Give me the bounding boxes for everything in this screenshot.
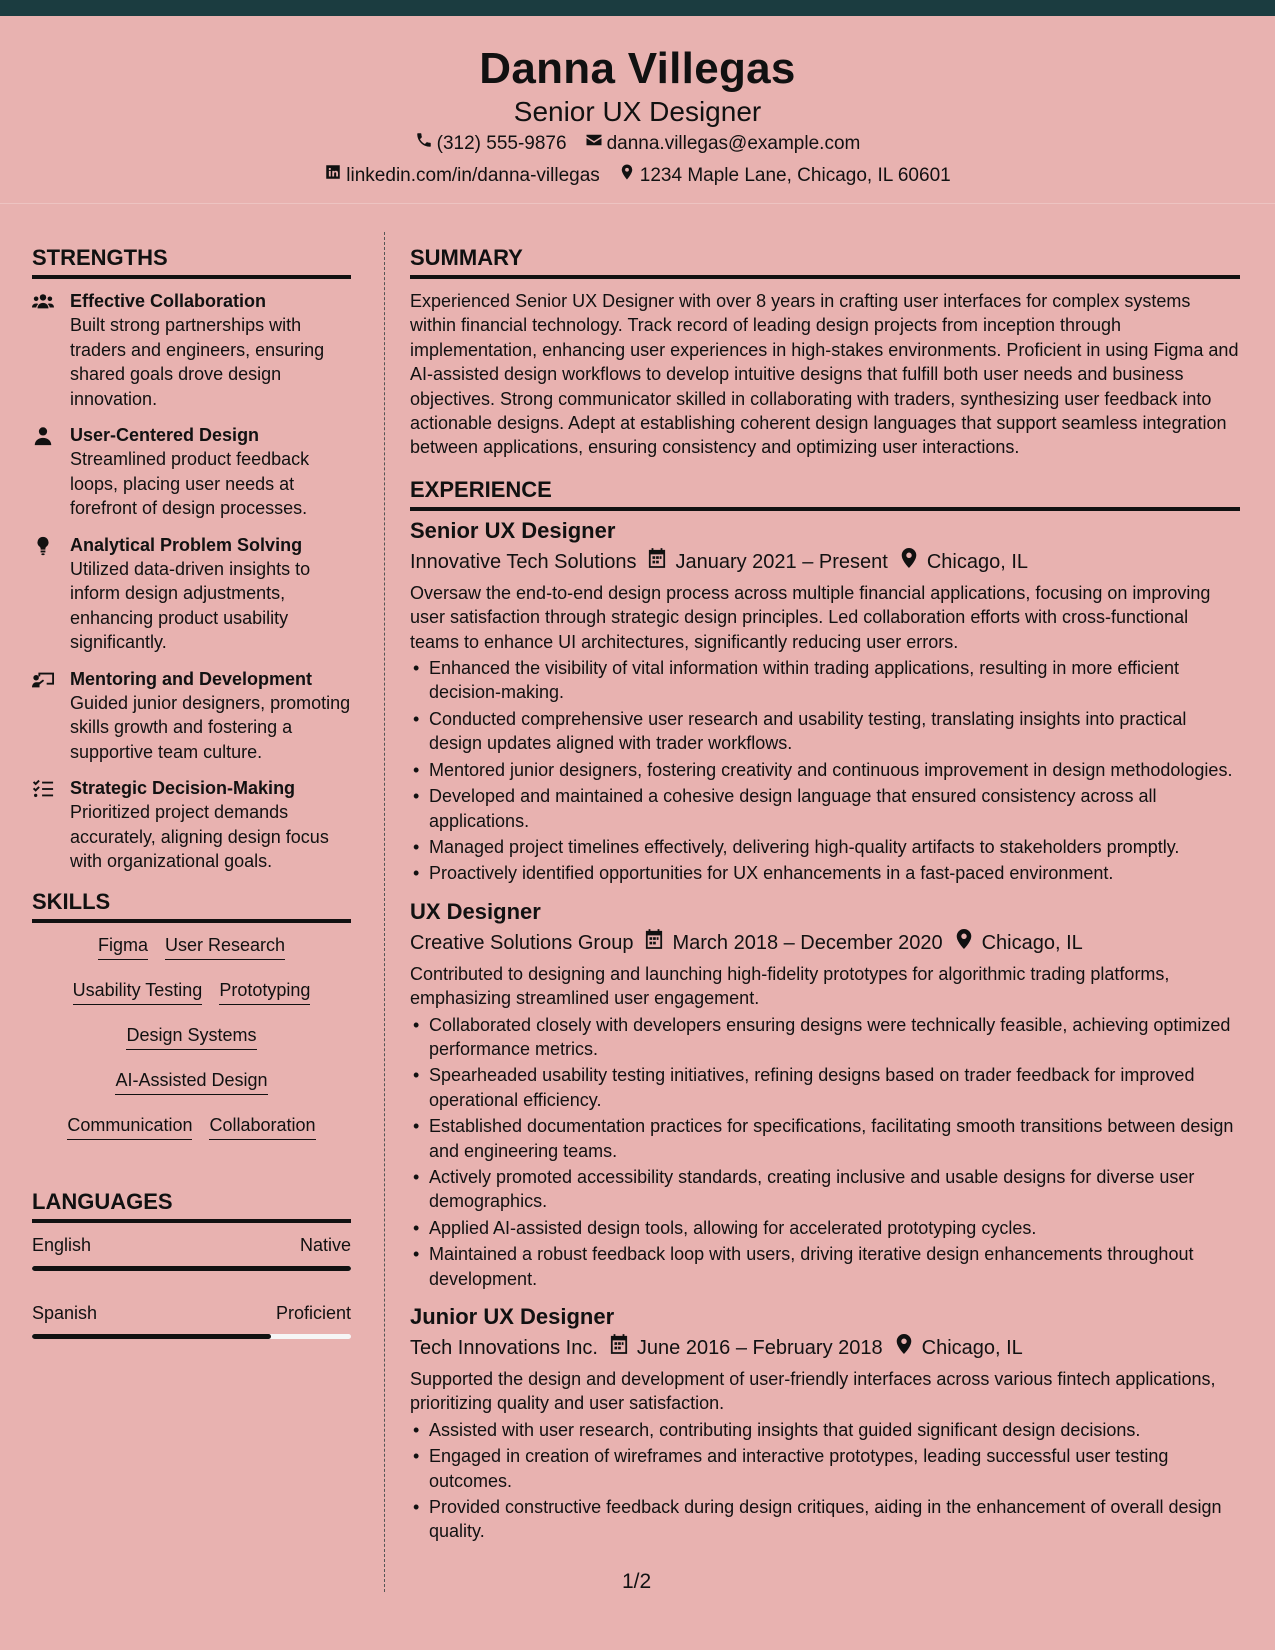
job-dates: March 2018 – December 2020 [672,931,943,954]
email-text[interactable]: danna.villegas@example.com [606,132,861,154]
candidate-title: Senior UX Designer [513,95,762,127]
job-entry [410,517,1240,886]
linkedin-text[interactable]: linkedin.com/in/danna-villegas [346,164,600,186]
language-bar-fill [32,1334,271,1339]
address-contact [618,160,951,192]
job-bullet: • Collaborated closely with developers ensuring designs were technically feasible, achieving optimized performance metrics. [410,1013,1240,1062]
language-level: Native [299,1234,351,1255]
strength-title: Analytical Problem Solving [70,534,303,555]
map-marker-icon [955,926,973,960]
language-item [32,1233,351,1271]
list-check-icon [32,776,56,874]
job-location-group [955,926,1083,960]
language-name: Spanish [32,1302,98,1323]
skill-tag: Usability Testing [73,978,203,1005]
job-bullet: • Managed project timelines effectively, delivering high-quality artifacts to stakeholders promptly. [410,835,1240,859]
job-dates: June 2016 – February 2018 [636,1337,883,1359]
page-number: 1/2 [622,1570,652,1593]
strength-title: User-Centered Design [70,425,260,445]
job-bullet: • Applied AI-assisted design tools, allowing for accelerated prototyping cycles. [410,1216,1240,1240]
job-bullet: • Conducted comprehensive user research and usability testing, translating insights into practical design updates aligned with trader workflows. [410,707,1240,756]
envelope-icon [585,128,603,160]
strength-desc: Guided junior designers, promoting skills growth and fostering a supportive team culture. [70,692,351,762]
strength-item [32,289,351,411]
strengths-section [32,244,351,874]
strength-item [32,533,351,655]
languages-section [32,1188,351,1339]
languages-heading: LANGUAGES [32,1188,351,1223]
strength-desc: Built strong partnerships with traders and engineers, ensuring shared goals drove design innovation. [70,315,325,409]
job-meta [410,1331,1240,1365]
job-bullet: • Engaged in creation of wireframes and interactive prototypes, leading successful user testing outcomes. [410,1444,1240,1493]
skill-tag: Communication [67,1113,192,1140]
language-bar [32,1334,351,1339]
address-text: 1234 Maple Lane, Chicago, IL 60601 [639,164,951,186]
job-description: Supported the design and development of user-friendly interfaces across various fintech applications, prioritizing quality and user satisfaction. [410,1369,1216,1414]
calendar-icon [645,926,663,960]
strength-item [32,776,351,874]
resume-header [0,16,1275,204]
calendar-icon [610,1331,628,1365]
phone-contact [415,128,567,160]
job-bullets [410,656,1240,886]
skills-section [32,888,351,1158]
strengths-heading: STRENGTHS [32,244,351,279]
job-bullet: • Spearheaded usability testing initiatives, refining designs based on trader feedback for improved operational efficiency. [410,1063,1240,1112]
language-name: English [32,1234,92,1255]
lightbulb-icon [32,533,56,655]
job-location-group [895,1331,1023,1365]
job-location: Chicago, IL [981,931,1083,954]
language-bar [32,1266,351,1271]
contact-row-1 [0,128,1275,160]
job-meta [410,926,1240,960]
job-bullet: • Proactively identified opportunities for UX enhancements in a fast-paced environment. [410,861,1240,885]
job-bullet: • Developed and maintained a cohesive design language that ensured consistency across all applications. [410,784,1240,833]
job-dates-group [648,545,887,579]
skill-tag: Collaboration [209,1113,315,1140]
skill-tag: AI-Assisted Design [115,1068,267,1095]
job-location: Chicago, IL [921,1337,1023,1359]
map-marker-icon [618,160,636,192]
job-bullet: • Mentored junior designers, fostering creativity and continuous improvement in design methodologies. [410,758,1240,782]
skill-tag: Prototyping [219,978,310,1005]
candidate-name: Danna Villegas [479,44,796,93]
skills-list [32,933,351,1158]
skills-heading: SKILLS [32,888,351,923]
strength-desc: Prioritized project demands accurately, aligning design focus with organizational goals. [70,802,329,871]
job-bullet: • Provided constructive feedback during design critiques, aiding in the enhancement of overall design quality. [410,1495,1240,1544]
skill-tag: User Research [165,933,285,960]
job-bullets [410,1013,1240,1291]
language-level: Proficient [275,1302,351,1323]
strength-title: Strategic Decision-Making [70,778,296,798]
linkedin-icon [324,160,342,192]
job-company: Creative Solutions Group [410,931,634,954]
skill-row [32,1068,351,1113]
job-meta [410,545,1240,579]
user-icon [32,423,56,521]
language-item [32,1301,351,1339]
skill-row [32,978,351,1023]
calendar-icon [648,545,666,579]
top-bar [0,0,1275,16]
job-bullet: • Maintained a robust feedback loop with users, driving iterative design enhancements throughout development. [410,1242,1240,1291]
job-bullets [410,1418,1240,1544]
job-bullet: • Established documentation practices for specifications, facilitating smooth transitions between design and engineering teams. [410,1114,1240,1163]
job-bullet: • Actively promoted accessibility standards, creating inclusive and usable designs for diverse user demographics. [410,1165,1240,1214]
map-marker-icon [895,1331,913,1365]
summary-text: Experienced Senior UX Designer with over 8 years in crafting user interfaces for complex systems within financial technology. Track record of leading design projects from inception through implementation, enhancing user experiences in high-stakes environments. Proficient in using Figma and AI-assisted design workflows to develop intuitive designs that fulfill both user needs and business objectives. Strong communicator skilled in collaborating with traders, synthesizing user feedback into actionable designs. Adept at establishing coherent design languages that support seamless integration between applications, ensuring consistency and optimizing user interactions. [410,291,1239,458]
job-entry [410,1303,1240,1544]
job-title: Senior UX Designer [410,517,616,543]
job-title: Junior UX Designer [410,1304,615,1329]
map-marker-icon [900,545,918,579]
strength-title: Effective Collaboration [70,291,267,311]
job-location-group [900,545,1028,579]
phone-text: (312) 555-9876 [436,132,567,154]
experience-section [410,476,1240,1544]
job-description: Contributed to designing and launching high-fidelity prototypes for algorithmic trading platforms, emphasizing streamlined user engagement. [410,963,1170,1009]
skill-tag: Figma [98,933,148,960]
jobs-list [410,517,1240,1544]
strength-item [32,423,351,521]
contact-row-2 [0,160,1275,192]
strength-item [32,667,351,765]
job-dates-group [645,926,942,960]
job-company: Innovative Tech Solutions [410,550,637,573]
skill-row [32,1113,351,1158]
linkedin-contact[interactable] [324,160,599,192]
summary-section [410,244,1240,460]
job-title: UX Designer [410,898,541,924]
experience-heading: EXPERIENCE [410,476,1240,511]
users-icon [32,289,56,411]
column-divider [384,232,385,1592]
skill-row [32,933,351,978]
job-bullet: • Enhanced the visibility of vital information within trading applications, resulting in more efficient decision-making. [410,656,1240,705]
job-description: Oversaw the end-to-end design process across multiple financial applications, focusing on improving user satisfaction through strategic design principles. Led collaboration efforts with cross-functional teams to enhance UI architectures, significantly reducing user errors. [410,582,1211,652]
email-contact[interactable] [585,128,861,160]
skill-tag: Design Systems [126,1023,256,1050]
job-location: Chicago, IL [926,550,1028,573]
chalkboard-teacher-icon [32,667,56,765]
job-dates: January 2021 – Present [675,550,888,573]
strength-desc: Streamlined product feedback loops, placing user needs at forefront of design processes. [70,449,310,518]
skill-row [32,1023,351,1068]
summary-heading: SUMMARY [410,244,1240,279]
phone-icon [415,128,433,160]
language-bar-fill [32,1266,351,1271]
right-column [410,244,1240,1556]
job-company: Tech Innovations Inc. [410,1337,598,1359]
left-column [32,244,351,1361]
job-bullet: • Assisted with user research, contributing insights that guided significant design decisions. [410,1418,1240,1442]
strength-title: Mentoring and Development [70,668,313,689]
job-entry [410,898,1240,1291]
strength-desc: Utilized data-driven insights to inform design adjustments, enhancing product usability significantly. [70,558,311,652]
job-dates-group [610,1331,883,1365]
